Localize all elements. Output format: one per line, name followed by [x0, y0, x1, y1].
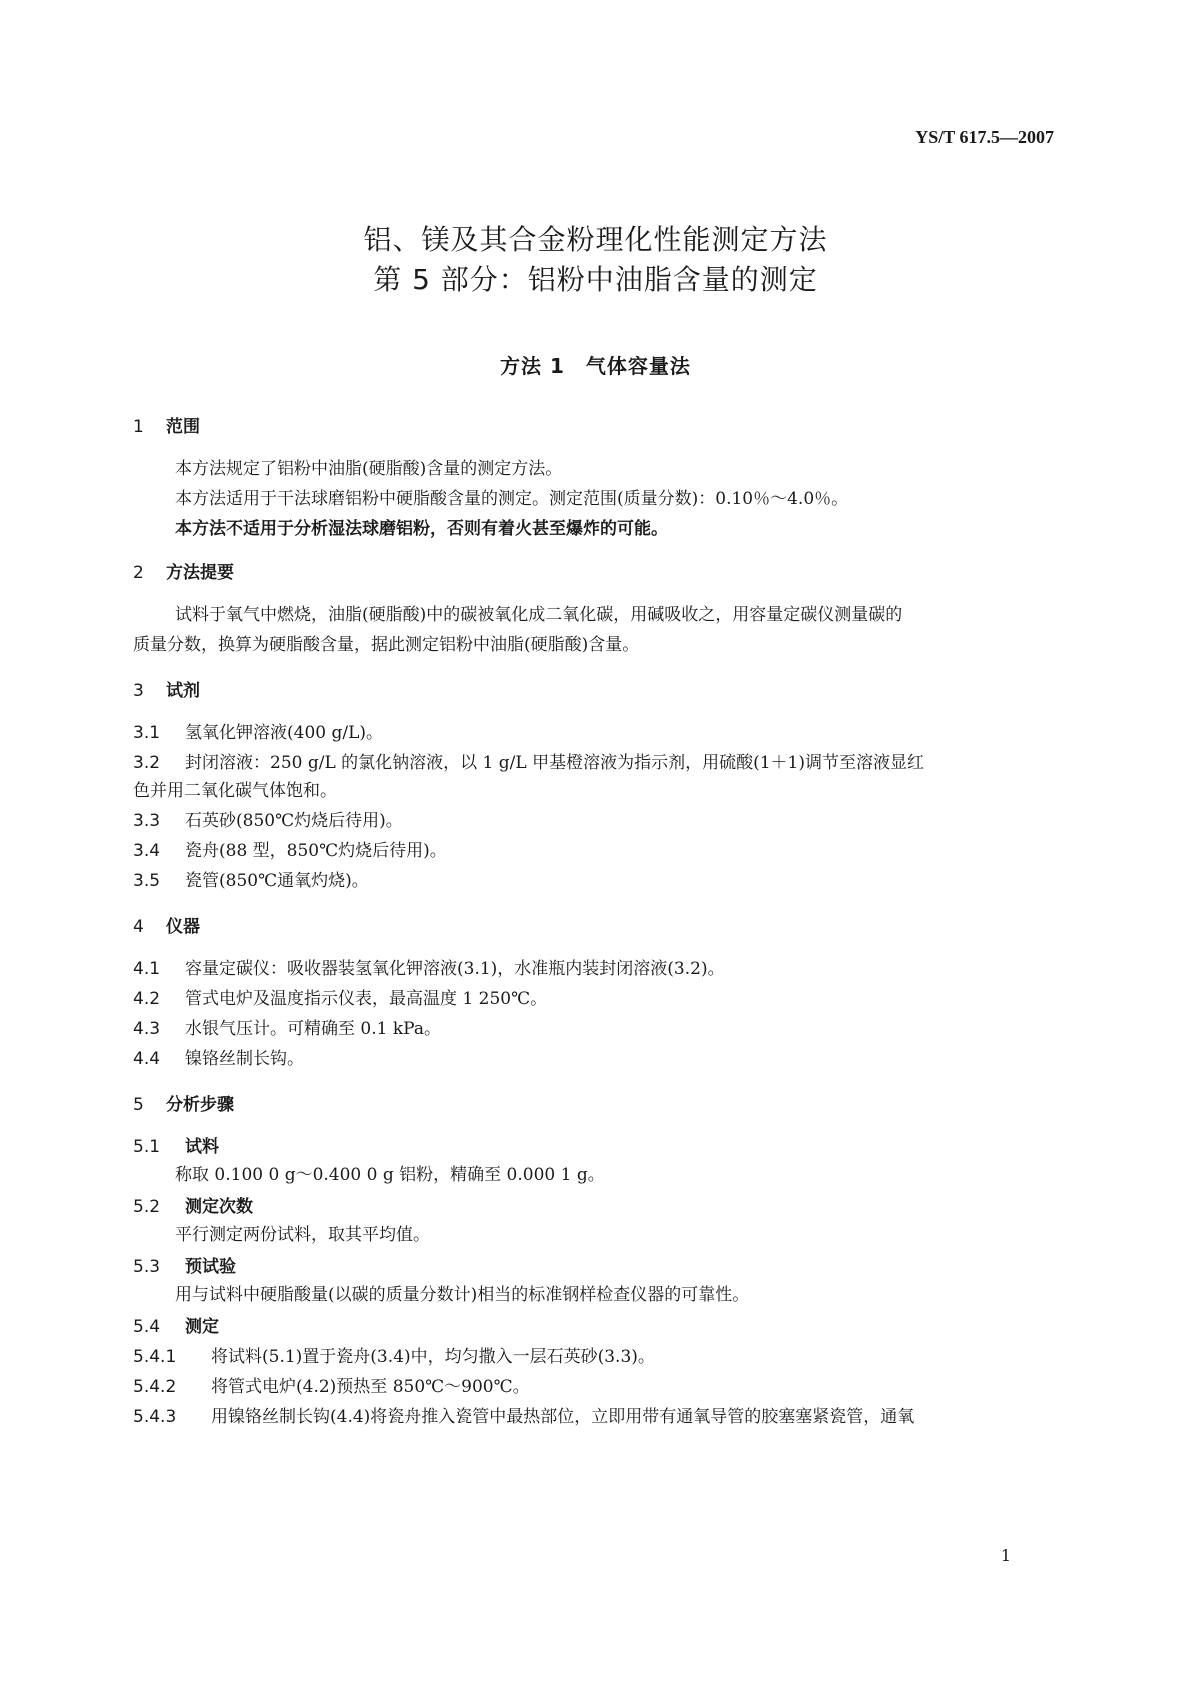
section-title: 仪器	[166, 917, 200, 937]
item-text: 镍铬丝制长钩。	[185, 1049, 304, 1069]
item-text: 石英砂(850℃灼烧后待用)。	[185, 811, 403, 831]
paragraph-line: 质量分数，换算为硬脂酸含量，据此测定铝粉中油脂(硬脂酸)含量。	[133, 635, 640, 655]
subsection-heading	[133, 1132, 219, 1157]
section-title: 范围	[166, 417, 200, 437]
subsection-number: 5.3	[133, 1257, 161, 1277]
section-number: 4	[133, 917, 144, 937]
item-number: 4.3	[133, 1019, 161, 1039]
paragraph: 用与试料中硬脂酸量(以碳的质量分数计)相当的标准钢样检查仪器的可靠性。	[175, 1285, 750, 1305]
item-number: 3.3	[133, 811, 161, 831]
method-title: 方法 1 气体容量法	[500, 354, 691, 378]
list-item	[133, 1014, 441, 1039]
item-number: 3.2	[133, 753, 161, 773]
subsection-title: 测定次数	[185, 1197, 253, 1217]
list-item	[133, 718, 383, 743]
subsection-number: 5.1	[133, 1137, 161, 1157]
warning-paragraph: 本方法不适用于分析湿法球磨铝粉，否则有着火甚至爆炸的可能。	[175, 519, 668, 539]
subsection-heading	[133, 1252, 236, 1277]
item-text: 将试料(5.1)置于瓷舟(3.4)中，均匀撒入一层石英砂(3.3)。	[211, 1347, 655, 1367]
subsection-number: 5.4	[133, 1317, 161, 1337]
list-item	[133, 866, 369, 891]
standard-number: YS/T 617.5—2007	[915, 127, 1054, 147]
section-1-heading	[133, 412, 200, 437]
section-number: 1	[133, 417, 144, 437]
item-text: 将管式电炉(4.2)预热至 850℃～900℃。	[211, 1377, 530, 1397]
item-number: 3.5	[133, 871, 161, 891]
item-number: 4.1	[133, 959, 161, 979]
item-number: 5.4.1	[133, 1347, 177, 1367]
item-number: 5.4.2	[133, 1377, 177, 1397]
item-text: 封闭溶液：250 g/L 的氯化钠溶液，以 1 g/L 甲基橙溶液为指示剂，用硫酸(1＋1)调节至溶液显红	[185, 753, 924, 773]
paragraph-line: 试料于氧气中燃烧，油脂(硬脂酸)中的碳被氧化成二氧化碳，用碱吸收之，用容量定碳仪测量碳的	[175, 605, 903, 625]
paragraph: 平行测定两份试料，取其平均值。	[175, 1225, 430, 1245]
item-number: 3.4	[133, 841, 161, 861]
subsection-heading	[133, 1192, 253, 1217]
section-3-heading	[133, 676, 200, 701]
document-title-line2: 第 5 部分：铝粉中油脂含量的测定	[373, 263, 818, 296]
subsection-title: 测定	[185, 1317, 219, 1337]
subsection-title: 预试验	[185, 1257, 236, 1277]
item-text: 容量定碳仪：吸收器装氢氧化钾溶液(3.1)，水准瓶内装封闭溶液(3.2)。	[185, 959, 725, 979]
item-number: 4.2	[133, 989, 161, 1009]
item-text: 水银气压计。可精确至 0.1 kPa。	[185, 1019, 441, 1039]
item-text: 瓷管(850℃通氧灼烧)。	[185, 871, 369, 891]
item-text: 用镍铬丝制长钩(4.4)将瓷舟推入瓷管中最热部位，立即用带有通氧导管的胶塞塞紧瓷管，通氧	[211, 1407, 915, 1427]
list-item	[133, 984, 547, 1009]
paragraph: 本方法适用于干法球磨铝粉中硬脂酸含量的测定。测定范围(质量分数)：0.10％～4.0％。	[175, 489, 849, 509]
item-number: 5.4.3	[133, 1407, 177, 1427]
section-4-heading	[133, 912, 200, 937]
list-item-continuation: 色并用二氧化碳气体饱和。	[133, 781, 337, 801]
list-item	[133, 836, 447, 861]
item-number: 3.1	[133, 723, 161, 743]
document-title-line1: 铝、镁及其合金粉理化性能测定方法	[363, 223, 828, 256]
section-number: 5	[133, 1095, 144, 1115]
item-number: 4.4	[133, 1049, 161, 1069]
section-title: 分析步骤	[166, 1095, 234, 1115]
section-5-heading	[133, 1090, 234, 1115]
section-number: 3	[133, 681, 144, 701]
item-text: 氢氧化钾溶液(400 g/L)。	[185, 723, 384, 743]
paragraph: 称取 0.100 0 g～0.400 0 g 铝粉，精确至 0.000 1 g。	[175, 1165, 605, 1185]
list-item	[133, 1372, 530, 1397]
section-2-heading	[133, 558, 234, 583]
section-title: 试剂	[166, 681, 200, 701]
section-number: 2	[133, 563, 144, 583]
subsection-number: 5.2	[133, 1197, 161, 1217]
list-item	[133, 1402, 914, 1427]
paragraph: 本方法规定了铝粉中油脂(硬脂酸)含量的测定方法。	[175, 459, 563, 479]
list-item	[133, 954, 725, 979]
subsection-heading	[133, 1312, 219, 1337]
list-item	[133, 1044, 304, 1069]
item-text: 瓷舟(88 型，850℃灼烧后待用)。	[185, 841, 447, 861]
subsection-title: 试料	[185, 1137, 219, 1157]
section-title: 方法提要	[166, 563, 234, 583]
list-item	[133, 806, 403, 831]
item-text: 管式电炉及温度指示仪表，最高温度 1 250℃。	[185, 989, 548, 1009]
list-item	[133, 1342, 655, 1367]
list-item	[133, 748, 924, 773]
page-number: 1	[1000, 1546, 1011, 1565]
